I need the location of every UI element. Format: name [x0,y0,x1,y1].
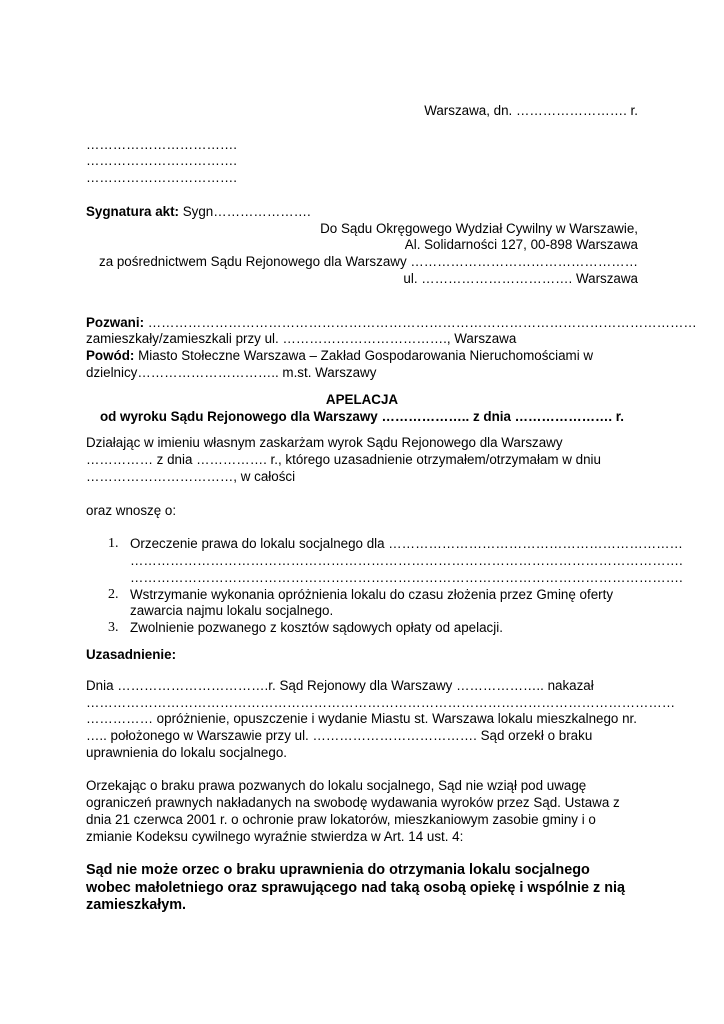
case-signature [86,204,638,221]
justification-line-1: Dnia …………………………….r. Sąd Rejonowy dla Warszawy ……………….. nakazał [86,677,594,693]
plaintiff-value: Miasto Stołeczne Warszawa – Zakład Gospodarowania Nieruchomościami w dzielnicy………………………….. m.st. Warszawy [86,348,594,380]
court-line-3: za pośrednictwem Sądu Rejonowego dla Warszawy …………………………………………… [99,254,638,270]
place-date: Warszawa, dn. ……………………. r. [424,103,638,118]
sender-dots-1: ……………………………. [86,136,238,152]
request-line: ……………………………………………………………………………………………………………. [130,552,683,568]
sender-dots-2: ……………………………. [86,153,238,169]
defendants-value: …………………………………………………………………………………………………………… [144,314,697,330]
justification-paragraph-1: …………… opróżnienie, opuszczenie i wydanie Miastu st. Warszawa lokalu mieszkalnego nr. ….. położonego w Warszawie przy ul. ………………………………. Sąd orzekł o braku uprawnienia do lokalu socjalnego. [86,711,637,760]
document-subtitle: od wyroku Sądu Rejonowego dla Warszawy ……………….. z dnia …………………. r. [99,408,625,424]
court-line-4: ul. ……………………………. Warszawa [403,270,638,286]
request-item [86,536,683,586]
case-value: Sygn…………………. [179,203,311,219]
request-text: Wstrzymanie wykonania opróżnienia lokalu do czasu złożenia przez Gminę oferty zawarcia najmu lokalu socjalnego. [130,586,614,619]
request-number: 1. [108,536,119,552]
request-number: 3. [108,620,119,636]
justification-line-2: …………………………………………………………………………………………………………………… [86,694,676,710]
document-page [86,103,697,915]
document-title: APELACJA [325,391,399,407]
request-line: ……………………………………………………………………………………………………………. [130,569,683,585]
sender-dots-3: ……………………………. [86,170,238,186]
request-item [86,587,638,621]
justification-heading: Uzasadnienie: [86,646,177,662]
plaintiff [86,348,638,382]
case-label: Sygnatura akt: [86,203,180,219]
court-line-1: Do Sądu Okręgowego Wydział Cywilny w Warszawie, [320,220,638,236]
defendants-label: Pozwani: [86,314,145,330]
plaintiff-label: Powód: [86,348,135,364]
request-line: Orzeczenie prawa do lokalu socjalnego dla ………………………………………………………… [130,536,683,552]
request-text: Zwolnienie pozwanego z kosztów sądowych opłaty od apelacji. [130,620,503,636]
defendants [86,314,697,332]
statute-quote: Sąd nie może orzec o braku uprawnienia do otrzymania lokalu socjalnego wobec małoletniego oraz sprawującego nad taką osobą opiekę i wspólnie z nią zamieszkałym. [86,862,625,914]
request-item [86,620,638,637]
justification-paragraph-2: Orzekając o braku prawa pozwanych do lokalu socjalnego, Sąd nie wziął pod uwagę ograniczeń prawnych nakładanych na swobodę wydawania wyroków przez Sąd. Ustawa z dnia 21 czerwca 2001 r. o ochronie praw lokatorów, mieszkaniowym zasobie gminy i o zmianie Kodeksu cywilnego wyraźnie stwierdza w Art. 14 ust. 4: [86,778,620,844]
intro-paragraph: Działając w imieniu własnym zaskarżam wyrok Sądu Rejonowego dla Warszawy …………… z dnia ……………. r., którego uzasadnienie otrzymałem/otrzymałam w dniu ……………………………, w całości [86,435,601,484]
request-number: 2. [108,586,119,602]
court-line-2: Al. Solidarności 127, 00-898 Warszawa [404,237,638,253]
defendants-address: zamieszkały/zamieszkali przy ul. ………………………………., Warszawa [86,331,517,347]
requests-list [86,536,683,637]
requests-lead: oraz wnoszę o: [86,502,177,518]
